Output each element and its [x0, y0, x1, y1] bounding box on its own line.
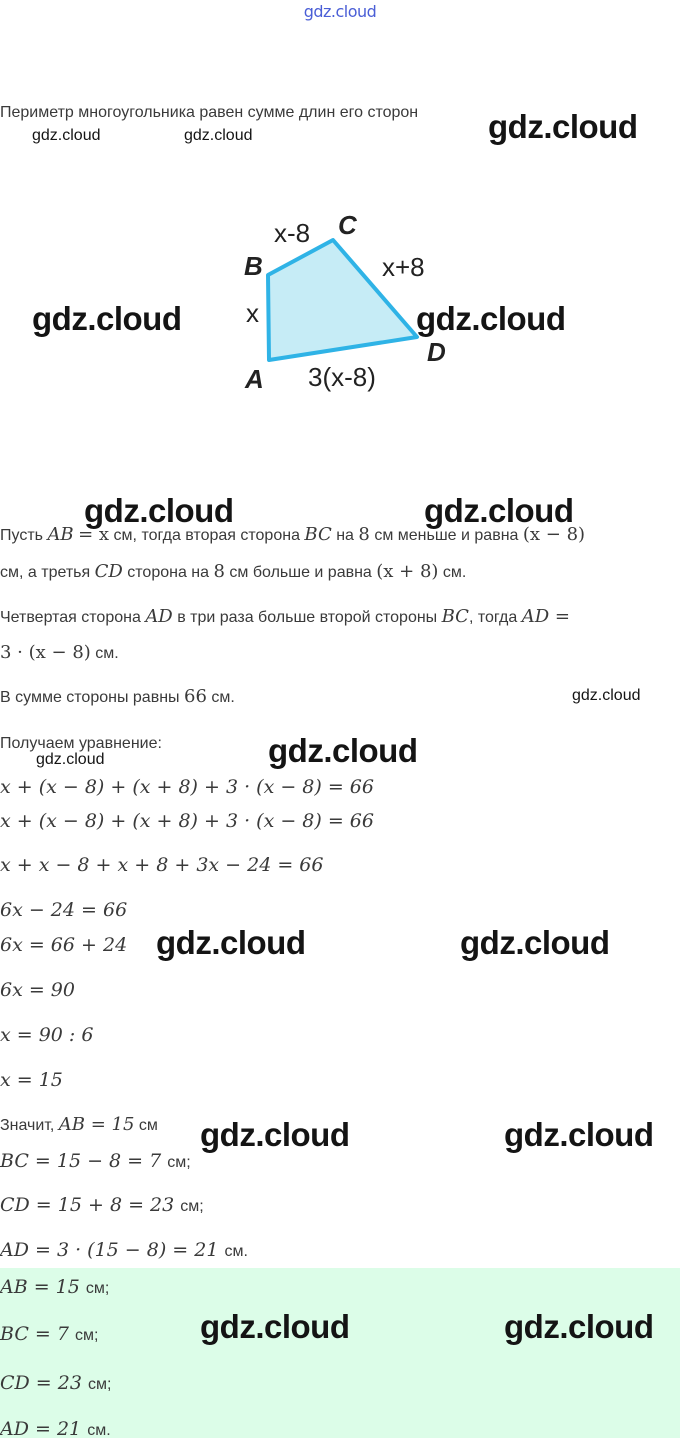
equation-3: x + x − 8 + x + 8 + 3x − 24 = 66 [0, 854, 324, 876]
watermark: gdz.cloud [200, 1116, 350, 1153]
watermark: gdz.cloud [488, 108, 638, 145]
watermark: gdz.cloud [572, 687, 641, 704]
solution-p2-line2: 3 · (x − 8) см. [0, 642, 119, 663]
watermark: gdz.cloud [32, 300, 182, 337]
equation-8: x = 15 [0, 1069, 63, 1091]
watermark: gdz.cloud [200, 1308, 350, 1345]
answer-bc: BC = 7 см; [0, 1323, 99, 1345]
answer-ab: AB = 15 см; [0, 1276, 110, 1298]
side-label-cd: x+8 [382, 252, 425, 282]
vertex-label-d: D [427, 337, 446, 367]
equation-5: 6x = 66 + 24 [0, 934, 128, 956]
vertex-label-b: B [244, 251, 263, 281]
vertex-label-a: A [245, 364, 264, 394]
result-cd: CD = 15 + 8 = 23 см; [0, 1194, 204, 1216]
solution-p3: В сумме стороны равны 66 см. [0, 686, 235, 707]
watermark: gdz.cloud [416, 300, 566, 337]
result-ad: AD = 3 · (15 − 8) = 21 см. [0, 1239, 248, 1261]
answer-ad: AD = 21 см. [0, 1418, 111, 1440]
header-watermark: gdz.cloud [303, 2, 377, 21]
side-label-ad: 3(x-8) [308, 362, 376, 392]
watermark: gdz.cloud [156, 924, 306, 961]
side-label-ab: x [246, 298, 259, 328]
equation-4: 6x − 24 = 66 [0, 899, 128, 921]
solution-p1-line1: Пусть AB = x см, тогда вторая сторона BC на 8 см меньше и равна (x − 8) [0, 524, 586, 545]
equation-7: x = 90 : 6 [0, 1024, 94, 1046]
vertex-label-c: C [338, 210, 357, 240]
watermark: gdz.cloud [460, 924, 610, 961]
intro-text: Периметр многоугольника равен сумме длин его сторон [0, 104, 419, 121]
result-ab: Значит, AB = 15 см [0, 1114, 158, 1135]
watermark: gdz.cloud [504, 1116, 654, 1153]
equation-2: x + (x − 8) + (x + 8) + 3 · (x − 8) = 66 [0, 810, 374, 832]
solution-p1-line2: см, а третья CD сторона на 8 см больше и равна (x + 8) см. [0, 561, 467, 582]
watermark: gdz.cloud [424, 492, 574, 529]
watermark: gdz.cloud [504, 1308, 654, 1345]
watermark: gdz.cloud [36, 751, 105, 768]
watermark: gdz.cloud [184, 127, 253, 144]
result-bc: BC = 15 − 8 = 7 см; [0, 1150, 191, 1172]
equation-6: 6x = 90 [0, 979, 75, 1001]
watermark: gdz.cloud [84, 492, 234, 529]
equation-1: x + (x − 8) + (x + 8) + 3 · (x − 8) = 66 [0, 776, 374, 798]
solution-p2-line1: Четвертая сторона AD в три раза больше второй стороны BC, тогда AD = [0, 606, 570, 627]
watermark: gdz.cloud [268, 732, 418, 769]
side-label-bc: x-8 [274, 218, 311, 248]
answer-cd: CD = 23 см; [0, 1372, 112, 1394]
solution-p4: Получаем уравнение: [0, 735, 162, 752]
watermark: gdz.cloud [32, 127, 101, 144]
